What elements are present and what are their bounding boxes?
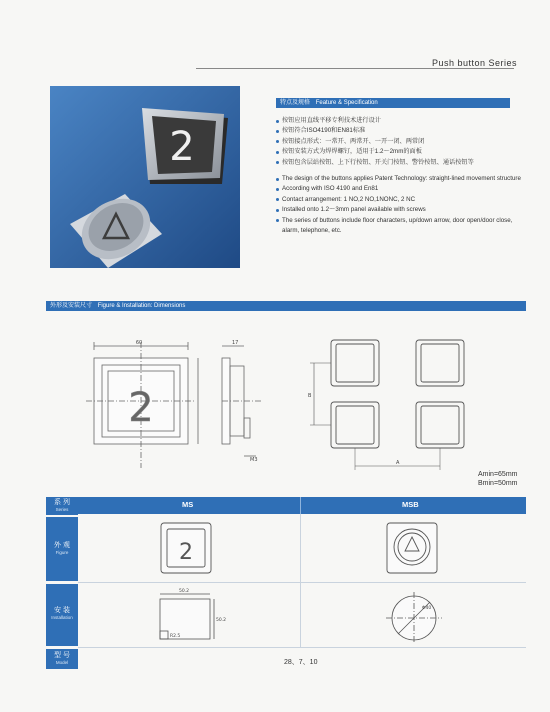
figure-label-en: Figure bbox=[55, 550, 69, 555]
feature-zh-3: 按钮接点形式：一常开、两常开、一开一闭、两常闭 bbox=[276, 137, 521, 147]
features-list bbox=[276, 116, 521, 236]
dimensions-bar-zh: 外形及安装尺寸 bbox=[50, 303, 93, 309]
features-bar-zh: 特点及规格 bbox=[280, 100, 311, 106]
ms-install-slot: R2.5 bbox=[170, 634, 181, 639]
install-label-zh: 安 装 bbox=[54, 607, 70, 614]
spec-table bbox=[46, 497, 526, 669]
msb-install-diameter: Φ40 bbox=[422, 606, 432, 611]
msb-installation-drawing bbox=[386, 592, 442, 644]
col-ms-title: MS bbox=[182, 500, 194, 509]
ms-figure-digit: 2 bbox=[179, 540, 193, 565]
ms-install-height: 50.2 bbox=[216, 618, 227, 623]
side-view-drawing bbox=[222, 346, 261, 456]
spacing-notes bbox=[478, 470, 517, 488]
model-label-zh: 型 号 bbox=[54, 652, 70, 659]
series-title: Push button Series bbox=[432, 58, 518, 68]
model-numbers: 28、7、10 bbox=[284, 659, 318, 666]
layout-drawing bbox=[310, 340, 464, 470]
feature-zh-5: 按钮包含层站按钮、上下行按钮、开关门按钮、警铃按钮、通话按钮等 bbox=[276, 158, 521, 168]
feature-zh-1: 按钮应用直线平移专利技术进行设计 bbox=[276, 116, 521, 126]
dimensions-bar-en: Figure & Installation: Dimensions bbox=[97, 303, 186, 309]
photo-digit: 2 bbox=[169, 124, 195, 170]
side-thread-label: M3 bbox=[250, 457, 258, 463]
feature-en-2: According with ISO 4190 and En81 bbox=[276, 184, 521, 194]
feature-en-5: The series of buttons include floor characters, up/down arrow, door open/door close, alarm, telephone, etc. bbox=[276, 216, 521, 237]
side-depth-label: 17 bbox=[232, 340, 239, 346]
dimension-drawings bbox=[46, 318, 536, 490]
features-bar bbox=[276, 98, 510, 108]
layout-b-label: B bbox=[308, 393, 312, 399]
bmin-note: Bmin=50mm bbox=[478, 480, 518, 487]
feature-zh-4: 按钮安装方式为焊焊螺钉，适用于1.2～2mm的面板 bbox=[276, 147, 521, 157]
features-bar-en: Feature & Specification bbox=[315, 100, 378, 106]
series-label-en: Series bbox=[55, 507, 69, 512]
install-label-en: Installation bbox=[51, 615, 73, 620]
figure-label-zh: 外 观 bbox=[54, 542, 70, 549]
feature-en-3: Contact arrangement: 1 NO,2 NO,1NONC, 2 NC bbox=[276, 195, 521, 205]
msb-figure-drawing bbox=[387, 523, 437, 573]
feature-zh-2: 按钮符合ISO4190和EN81标准 bbox=[276, 126, 521, 136]
dimensions-bar bbox=[46, 301, 526, 311]
header-rule bbox=[196, 68, 514, 69]
col-msb-title: MSB bbox=[402, 500, 419, 509]
front-width-label: 60 bbox=[135, 340, 143, 346]
product-photo bbox=[50, 86, 240, 268]
feature-en-4: Installed onto 1.2～3mm panel available with screws bbox=[276, 205, 521, 215]
model-label-en: Model bbox=[55, 660, 69, 665]
amin-note: Amin=65mm bbox=[478, 471, 518, 478]
feature-en-1: The design of the buttons applies Patent Technology: straight-lined movement structure bbox=[276, 174, 521, 184]
ms-install-width: 50.2 bbox=[178, 589, 190, 594]
layout-a-label: A bbox=[396, 460, 400, 466]
ms-installation-drawing bbox=[160, 594, 214, 639]
front-view-digit: 2 bbox=[128, 385, 154, 431]
series-label-zh: 系 列 bbox=[54, 499, 70, 506]
